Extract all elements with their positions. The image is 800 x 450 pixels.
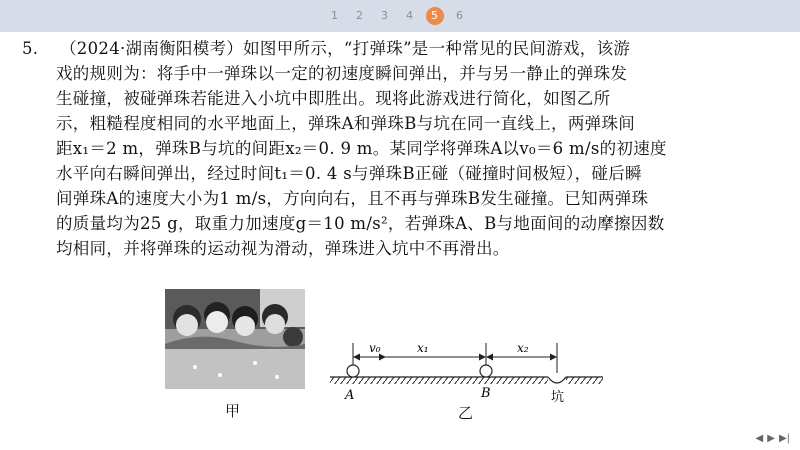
slide-nav [756, 433, 790, 444]
pit-shape [548, 377, 566, 383]
marble-diagram [325, 333, 610, 413]
v0-label: v₀ [369, 341, 381, 355]
pit-label: 坑 [551, 390, 565, 405]
x1-label: x₁ [417, 341, 429, 355]
diagram-caption: 乙 [458, 404, 474, 422]
marble-b-label: B [481, 386, 491, 401]
marble-a-label: A [345, 388, 355, 403]
photo-caption: 甲 [225, 402, 241, 420]
last-slide-icon[interactable]: ▶| [778, 433, 790, 444]
question-line: 戏的规则为：将手中一弹珠以一定的初速度瞬间弹出，并与另一静止的弹珠发 [56, 64, 628, 83]
page-pager [322, 0, 472, 32]
page-4-button[interactable]: 4 [406, 9, 413, 22]
slide-top-bar [0, 0, 800, 32]
page-5-button-current[interactable]: 5 [426, 7, 444, 25]
question-line: 水平向右瞬间弹出，经过时间t₁＝0. 4 s与弹珠B正碰（碰撞时间极短），碰后瞬 [56, 164, 642, 183]
question-line: 的质量均为25 g，取重力加速度g＝10 m/s²，若弹珠A、B与地面间的动摩擦因数 [56, 214, 665, 233]
prev-slide-icon[interactable]: ◀ [755, 433, 764, 444]
marble-b [480, 365, 492, 377]
question-line: 示，粗糙程度相同的水平地面上，弹珠A和弹珠B与坑在同一直线上，两弹珠间 [56, 114, 636, 133]
page-6-button[interactable]: 6 [456, 9, 463, 22]
next-slide-icon[interactable]: ▶ [767, 433, 775, 444]
x2-label: x₂ [517, 341, 529, 355]
question-line: 距x₁＝2 m，弹珠B与坑的间距x₂＝0. 9 m。某同学将弹珠A以v₀＝6 m/s的初速度 [56, 139, 667, 158]
question-line: 均相同，并将弹珠的运动视为滑动，弹珠进入坑中不再滑出。 [56, 239, 510, 258]
marble-a [347, 365, 359, 377]
question-line: 生碰撞，被碰弹珠若能进入小坑中即胜出。现将此游戏进行简化，如图乙所 [56, 89, 611, 108]
page-1-button[interactable]: 1 [331, 9, 338, 22]
question-line: 间弹珠A的速度大小为1 m/s，方向向右，且不再与弹珠B发生碰撞。已知两弹珠 [56, 189, 649, 208]
page-3-button[interactable]: 3 [381, 9, 388, 22]
question-number: 5. [22, 39, 39, 58]
question-line: （2024·湖南衡阳模考）如图甲所示，“打弹珠”是一种常见的民间游戏，该游 [60, 39, 631, 58]
marbles-photo [165, 289, 305, 389]
page-2-button[interactable]: 2 [356, 9, 363, 22]
